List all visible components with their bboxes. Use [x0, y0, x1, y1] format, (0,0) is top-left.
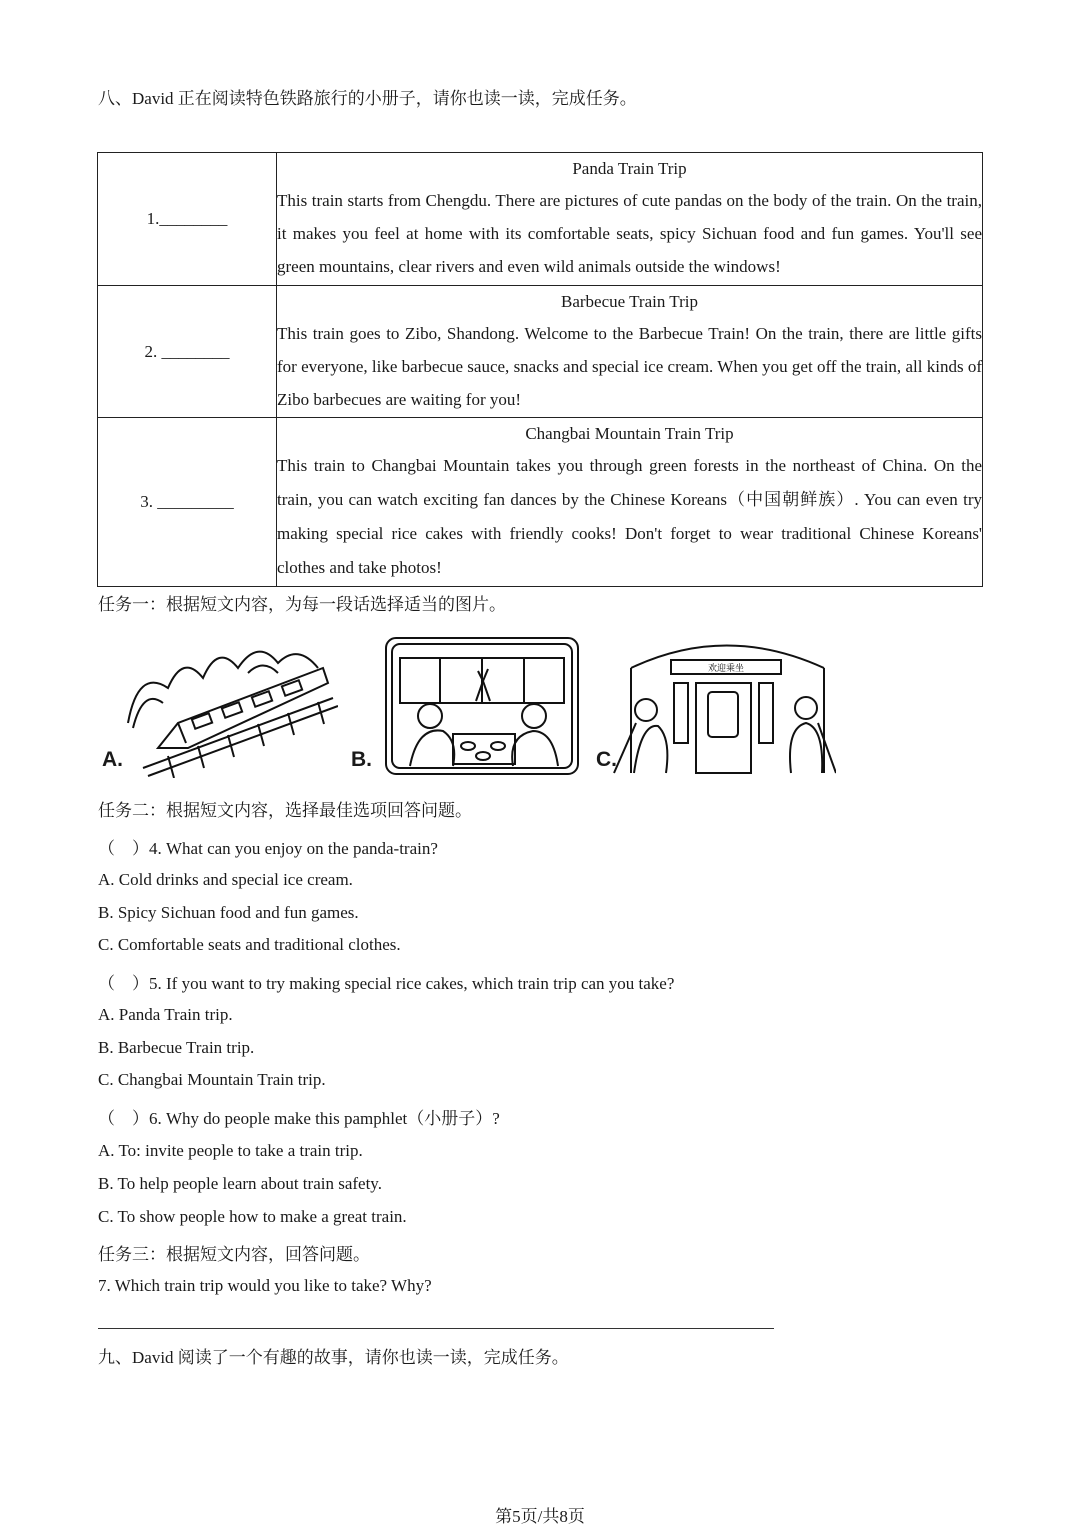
trip-title: Changbai Mountain Train Trip — [525, 423, 734, 443]
trip-row — [98, 153, 983, 286]
question-4-option-a[interactable]: A. Cold drinks and special ice cream. — [98, 870, 353, 889]
dining-car-drawing — [348, 636, 583, 778]
trip-description — [277, 153, 983, 286]
trip-text: This train goes to Zibo, Shandong. Welcome to the Barbecue Train! On the train, there are little gifts for everyone, like barbecue sauce, snacks and special ice cream. When you get off the train, all kinds of Zibo barbecues are waiting for you! — [277, 323, 982, 409]
section-9-heading: 九、David 阅读了一个有趣的故事，请你也读一读，完成任务。 — [98, 1348, 569, 1367]
trip-number: 3. _________ — [140, 492, 234, 511]
question-6-option-b[interactable]: B. To help people learn about train safety. — [98, 1174, 382, 1193]
section-8-heading: 八、David 正在阅读特色铁路旅行的小册子，请你也读一读，完成任务。 — [98, 89, 637, 108]
question-5-option-a[interactable]: A. Panda Train trip. — [98, 1005, 233, 1024]
question-4-option-c[interactable]: C. Comfortable seats and traditional clothes. — [98, 935, 401, 954]
trip-row — [98, 418, 983, 587]
picture-label: C. — [596, 748, 617, 771]
sign-text: 欢迎乘坐 — [707, 664, 745, 674]
picture-label: B. — [351, 748, 372, 771]
picture-label: A. — [102, 748, 123, 771]
task-3-instruction: 任务三：根据短文内容，回答问题。 — [98, 1245, 370, 1264]
trip-answer-blank[interactable] — [98, 153, 277, 286]
trip-description — [277, 286, 983, 418]
question-4-stem: （ ）4. What can you enjoy on the panda-train? — [98, 839, 438, 858]
train-interior-drawing — [596, 628, 836, 778]
mountain-train-drawing — [98, 628, 338, 778]
task-1-instruction: 任务一：根据短文内容，为每一段话选择适当的图片。 — [98, 595, 506, 614]
task-2-instruction: 任务二：根据短文内容，选择最佳选项回答问题。 — [98, 801, 472, 820]
picture-c[interactable] — [596, 628, 836, 778]
question-5-option-c[interactable]: C. Changbai Mountain Train trip. — [98, 1070, 326, 1089]
trip-number: 2. ________ — [144, 341, 230, 361]
page-number: 第5页/共8页 — [495, 1507, 585, 1526]
question-7-stem: 7. Which train trip would you like to take? Why? — [98, 1276, 432, 1295]
trip-title: Barbecue Train Trip — [561, 291, 698, 311]
question-5-option-b[interactable]: B. Barbecue Train trip. — [98, 1038, 255, 1057]
question-4-option-b[interactable]: B. Spicy Sichuan food and fun games. — [98, 903, 359, 922]
trip-answer-blank[interactable] — [98, 286, 277, 418]
trip-number: 1.________ — [146, 209, 228, 228]
trip-description — [277, 418, 983, 587]
question-6-option-a[interactable]: A. To: invite people to take a train trip. — [98, 1141, 363, 1160]
question-6-option-c[interactable]: C. To show people how to make a great train. — [98, 1207, 407, 1226]
trip-text: This train to Changbai Mountain takes you through green forests in the northeast of China. On the train, you can watch exciting fan dances by the Chinese Koreans（中国朝鲜族）. You can even try making special rice cakes with friendly cooks! Don't forget to wear traditional Chinese Koreans' clothes and take photos! — [277, 455, 982, 577]
trip-answer-blank[interactable] — [98, 418, 277, 587]
trip-row — [98, 286, 983, 418]
picture-b[interactable] — [348, 636, 583, 778]
answer-line[interactable] — [98, 1328, 774, 1329]
trip-text: This train starts from Chengdu. There are pictures of cute pandas on the body of the train. On the train, it makes you feel at home with its comfortable seats, spicy Sichuan food and fun games. You'll see green mountains, clear rivers and even wild animals outside the windows! — [277, 191, 982, 276]
trips-table — [97, 152, 983, 587]
picture-options — [98, 628, 838, 778]
question-6-stem: （ ）6. Why do people make this pamphlet（小册子）? — [98, 1109, 500, 1128]
question-5-stem: （ ）5. If you want to try making special rice cakes, which train trip can you take? — [98, 974, 675, 993]
trip-title: Panda Train Trip — [572, 159, 687, 178]
picture-a[interactable] — [98, 628, 338, 778]
